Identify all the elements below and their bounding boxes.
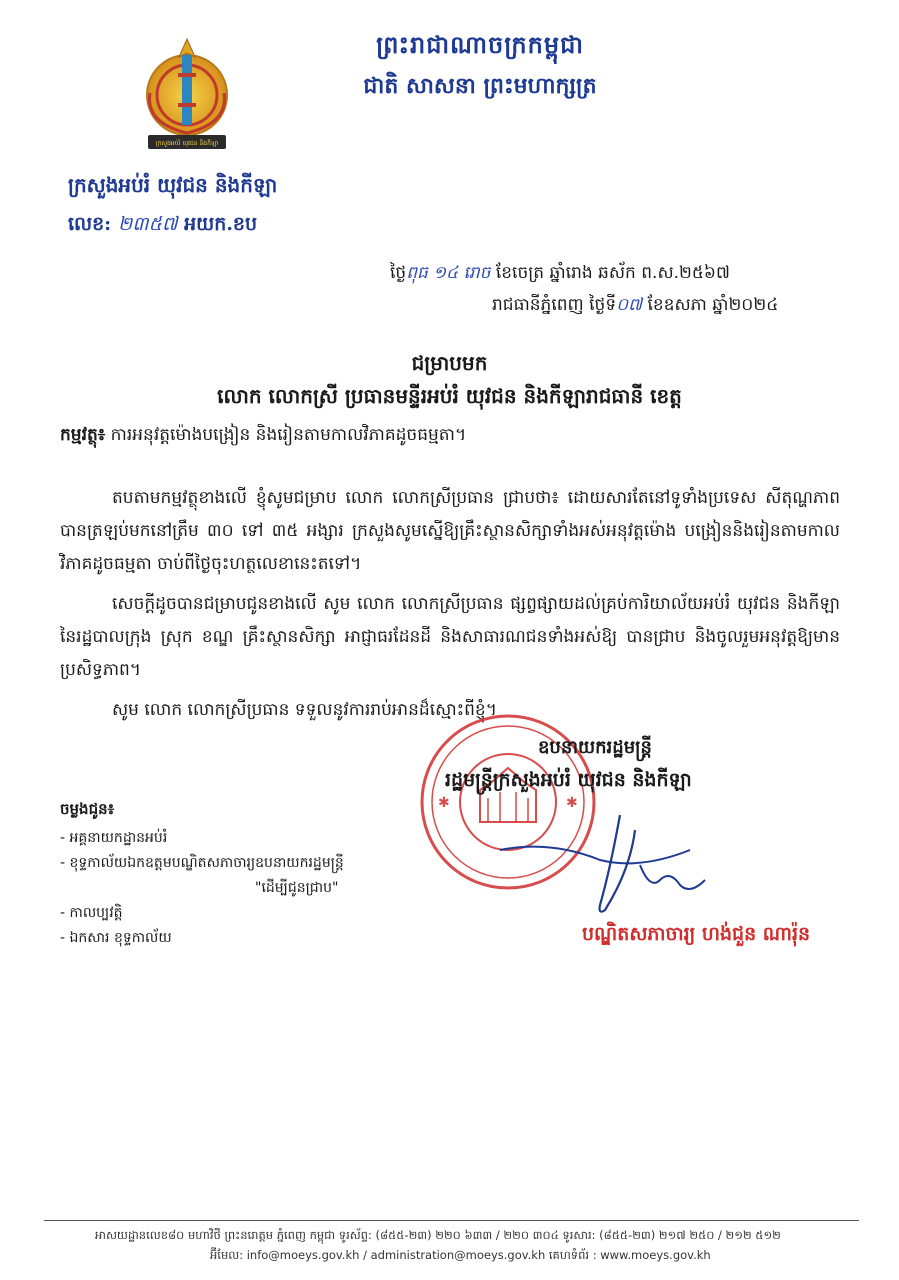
- footer-divider: [44, 1220, 859, 1221]
- kingdom-title: ព្រះរាជាណាចក្រកម្ពុជា: [376, 30, 584, 59]
- cc-title: ចម្លងជូន៖: [60, 800, 115, 818]
- signatory-title-minister: រដ្ឋមន្ត្រីក្រសួងអប់រំ យុវជន និងកីឡា: [445, 769, 692, 791]
- svg-text:✱: ✱: [566, 795, 578, 811]
- solar-date: រាជធានីភ្នំពេញ ថ្ងៃទី០៧ ខែឧសភា ឆ្នាំ២០២៤: [492, 295, 779, 315]
- reference-suffix: អយក.ខប: [184, 213, 258, 235]
- cc-item-note: "ដើម្បីជូនជ្រាប": [255, 880, 339, 896]
- greeting: ជម្រាបមក: [411, 351, 488, 375]
- svg-text:✱: ✱: [438, 795, 450, 811]
- cc-item: - ខុទ្ទកាល័យឯកឧត្តមបណ្ឌិតសភាចារ្យឧបនាយករដ្ឋមន្ត្រី: [60, 855, 344, 871]
- logo-caption: ក្រសួងអប់រំ យុវជន និងកីឡា: [155, 140, 219, 147]
- reference-number: [68, 212, 257, 240]
- solar-day-handwritten: ០៧: [616, 295, 643, 315]
- subject-text: ការអនុវត្តម៉ោងបង្រៀន និងរៀនតាមកាលវិភាគដូចធម្មតា។: [105, 425, 467, 445]
- body-paragraph-3: សូម លោក លោកស្រីប្រធាន ទទួលនូវការរាប់អានដ៏ស្មោះពីខ្ញុំ។: [112, 700, 497, 720]
- signatory-title-deputy-pm: ឧបនាយករដ្ឋមន្ត្រី: [538, 737, 652, 758]
- cc-item: - ឯកសារ ខុទ្ទកាល័យ: [60, 930, 172, 946]
- handwritten-signature: [490, 810, 730, 920]
- signatory-name: បណ្ឌិតសភាចារ្យ ហង់ជួន ណារ៉ុន: [582, 923, 811, 945]
- nation-motto: ជាតិ សាសនា ព្រះមហាក្សត្រ: [363, 73, 597, 99]
- footer-contact: អ៊ីមែល: info@moeys.gov.kh / administration@moeys.gov.kh គេហទំព័រ : www.moeys.gov.kh: [210, 1248, 711, 1262]
- lunar-date: ថ្ងៃពុធ ១៤ រោច ខែចេត្រ ឆ្នាំរោង ឆស័ក ព.ស.២៥៦៧: [390, 263, 730, 283]
- footer-address: អាសយដ្ឋានលេខ៨០ មហាវិថី ព្រះនរោត្តម ភ្នំពេញ កម្ពុជា ទូរស័ព្ទ: (៨៥៥-២៣) ២២០ ៦៣៣ / ២២០ ៣០៤ ទូរសារ: (៨៥៥-២៣) ២១៧ ២៥០ / ២១២ ៥១២: [95, 1228, 781, 1242]
- cc-item: - កាលប្បវត្តិ: [60, 905, 123, 921]
- ministry-name: ក្រសួងអប់រំ យុវជន និងកីឡា: [68, 173, 278, 197]
- reference-handwritten-number: ២៣៥៧: [117, 213, 178, 235]
- lunar-date-handwritten: ពុធ ១៤ រោច: [406, 263, 491, 283]
- subject-label: កម្មវត្ថុ៖: [60, 425, 106, 445]
- reference-label: លេខ:: [68, 213, 112, 235]
- recipient-name: លោក លោកស្រី ប្រធានមន្ទីរអប់រំ យុវជន និងកីឡារាជធានី ខេត្ត: [217, 384, 682, 408]
- body-paragraph-1: តបតាមកម្មវត្ថុខាងលើ ខ្ញុំសូមជម្រាប លោក លោកស្រីប្រធាន ជ្រាបថា៖ ដោយសារតែនៅទូទាំងប្រទេស សីតុណ្ហភាពបានត្រឡប់មកនៅត្រឹម ៣០ ទៅ ៣៥ អង្សារ ក្រសួងសូមស្នើឱ្យគ្រឹះស្ថានសិក្សាទាំងអស់អនុវត្តម៉ោង បង្រៀននិងរៀនតាមកាលវិភាគដូចធម្មតា ចាប់ពីថ្ងៃចុះហត្ថលេខានេះតទៅ។: [60, 488, 840, 574]
- body-paragraph-2: សេចក្ដីដូចបានជម្រាបជូនខាងលើ សូម លោក លោកស្រីប្រធាន ផ្សព្វផ្សាយដល់គ្រប់ការិយាល័យអប់រំ យុវជន និងកីឡានៃរដ្ឋបាលក្រុង ស្រុក ខណ្ឌ គ្រឹះស្ថានសិក្សា អាជ្ញាធរដែនដី និងសាធារណជនទាំងអស់ឱ្យ បានជ្រាប និងចូលរួមអនុវត្តឱ្យមានប្រសិទ្ធភាព។: [60, 594, 840, 680]
- cc-item: - អគ្គនាយកដ្ឋានអប់រំ: [60, 830, 168, 846]
- cc-list: [60, 826, 344, 951]
- ministry-emblem-logo: [140, 33, 235, 155]
- subject-line: [60, 424, 466, 449]
